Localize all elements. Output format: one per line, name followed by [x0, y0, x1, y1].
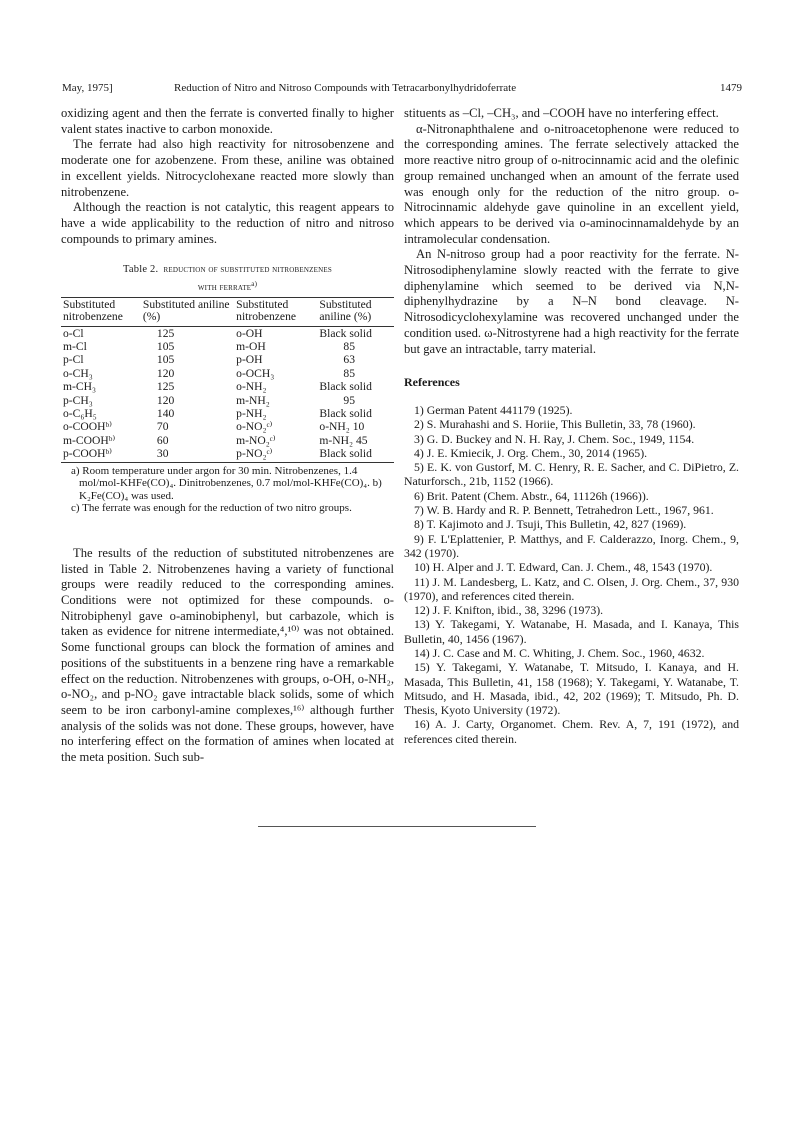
reference-item: 4) J. E. Kmiecik, J. Org. Chem., 30, 2014 (1965). — [414, 445, 648, 460]
column-header: Substituted nitrobenzene — [234, 297, 317, 326]
table-cell: 85 — [343, 339, 355, 353]
table-cell: 120 — [156, 366, 175, 380]
left-column — [61, 106, 394, 766]
table-caption — [61, 263, 394, 295]
table-cell: Black solid — [319, 406, 372, 420]
table-cell: o-CH₃ — [63, 366, 93, 380]
table-cell: 105 — [156, 353, 175, 367]
column-header: Substituted aniline (%) — [317, 297, 394, 326]
table-cell: m-NH₂ 45 — [319, 433, 368, 447]
paragraph: stituents as –Cl, –CH₃, and –COOH have no interfering effect. — [404, 106, 719, 120]
table-row — [61, 326, 394, 340]
table-cell: 63 — [343, 353, 355, 367]
issue-date: May, 1975] — [62, 82, 113, 94]
reference-item: 10) H. Alper and J. T. Edward, Can. J. Chem., 48, 1543 (1970). — [414, 560, 713, 575]
table-cell: o-NH₂ — [236, 380, 267, 394]
table-row — [61, 434, 394, 447]
table-cell: 95 — [343, 393, 355, 407]
table-title-mark: a) — [251, 280, 258, 289]
table-cell: p-NO₂ᶜ⁾ — [234, 447, 317, 462]
table-title-line1: reduction of substituted nitrobenzenes — [163, 264, 332, 276]
reference-list — [404, 403, 739, 746]
page-number: 1479 — [720, 82, 742, 94]
table-cell: 125 — [156, 326, 175, 340]
reference-item: 5) E. K. von Gustorf, M. C. Henry, R. E. Sacher, and C. DiPietro, Z. Naturforsch., 21b, 1152 (1966). — [404, 460, 739, 489]
reference-item: 11) J. M. Landesberg, L. Katz, and C. Olsen, J. Org. Chem., 37, 930 (1970), and references cited therein. — [404, 574, 739, 603]
table-cell: p-Cl — [63, 353, 84, 367]
table-footnote: a) Room temperature under argon for 30 min. Nitrobenzenes, 1.4 mol/mol-KHFe(CO)₄. Dinitrobenzenes, 0.7 mol/mol-KHFe(CO)₄. b) K₂Fe(CO)₄ was used. — [71, 464, 382, 502]
table-cell: p-COOHᵇ⁾ — [61, 447, 141, 462]
paragraph: Although the reaction is not catalytic, this reagent appears to have a wide applicability to the reduction of nitro and nitroso compounds to primary amines. — [61, 200, 394, 246]
references-heading: References — [404, 375, 460, 390]
table-row — [61, 380, 394, 393]
table-title-line2: with ferrate — [197, 282, 252, 294]
reduction-table — [61, 297, 394, 463]
paragraph: The ferrate had also high reactivity for nitrosobenzene and moderate one for azobenzene. From these, aniline was obtained in excellent yields. Nitrocyclohexane reacted more slowly than nitrobenzene. — [61, 137, 394, 199]
table-cell: Black solid — [317, 447, 394, 462]
reference-item: 14) J. C. Case and M. C. Whiting, J. Chem. Soc., 1960, 4632. — [414, 646, 705, 660]
paragraph: oxidizing agent and then the ferrate is converted finally to higher valent states inactive to carbon monoxide. — [61, 106, 394, 136]
table-cell: 140 — [156, 406, 175, 420]
table-cell: m-NO₂ᶜ⁾ — [236, 433, 276, 447]
paragraph: α-Nitronaphthalene and o-nitroacetophenone were reduced to the corresponding amines. The ferrate selectively attacked the more reactive nitro group of o-nitrocinnamic acid and the olefinic group remained unchanged when an amount of the ferrate used was enough only for the reduction of the nitro group. o-Nitrocinnamic aldehyde gave quinoline in an excellent yield, which appears to be derived via o-aminocinnamaldehyde by an intramolecular condensation. — [404, 121, 739, 246]
table-cell: o-C₆H₅ — [63, 406, 97, 420]
table-cell: m-CH₃ — [63, 380, 97, 394]
table-row — [61, 367, 394, 380]
table-label: Table 2. — [123, 264, 159, 276]
reference-item: 3) G. D. Buckey and N. H. Ray, J. Chem. Soc., 1949, 1154. — [414, 431, 695, 446]
reference-item: 7) W. B. Hardy and R. P. Bennett, Tetrahedron Lett., 1967, 961. — [414, 503, 714, 518]
reference-item: 6) Brit. Patent (Chem. Abstr., 64, 11126h (1966)). — [414, 488, 649, 503]
table-cell: o-COOHᵇ⁾ — [63, 420, 112, 434]
table-cell: m-Cl — [63, 339, 87, 353]
reference-item: 13) Y. Takegami, Y. Watanabe, H. Masada, and I. Kanaya, This Bulletin, 40, 1456 (1967). — [404, 617, 739, 646]
table-cell: o-NH₂ 10 — [319, 420, 365, 434]
table-cell: o-NO₂ᶜ⁾ — [236, 420, 273, 434]
table-cell: 85 — [343, 366, 355, 380]
table-row — [61, 447, 394, 462]
paragraph: The results of the reduction of substituted nitrobenzenes are listed in Table 2. Nitrobenzenes having a variety of functional groups were readily reduced to the corresponding amines. Conditions were not optimized for these compounds. o-Nitrobiphenyl gave o-aminobiphenyl, but carbazole, which is taken as evidence for nitrene intermediate,⁴,¹⁰⁾ was not obtained. Some functional groups can block the formation of amines and positions of the substituents in a benzene ring have a remarkable effect on the reduction. Nitrobenzenes with groups, o-OH, o-NH₂, o-NO₂, and p-NO₂ gave intractable black solids, some of which seem to be iron carbonyl-amine complexes,¹⁶⁾ although further analysis of the solids was not done. These groups, however, have no interfering effect on the formation of amines when located at the meta position. Such sub- — [61, 545, 394, 765]
table-cell: p-OH — [236, 353, 263, 367]
table-cell: m-COOHᵇ⁾ — [63, 433, 116, 447]
table-cell: Black solid — [319, 380, 372, 394]
table-footnote: c) The ferrate was enough for the reduction of two nitro groups. — [71, 502, 352, 515]
running-header — [62, 80, 742, 96]
table-row — [61, 394, 394, 407]
table-row — [61, 340, 394, 353]
table-cell: Black solid — [319, 326, 372, 340]
table-cell: p-CH₃ — [63, 393, 93, 407]
table-cell: 70 — [156, 420, 169, 434]
table-cell: p-NH₂ — [236, 406, 267, 420]
right-column — [404, 106, 739, 746]
table-cell: o-OH — [236, 326, 263, 340]
reference-item: 9) F. L'Eplattenier, P. Matthys, and F. Calderazzo, Inorg. Chem., 9, 342 (1970). — [404, 531, 739, 560]
column-header: Substituted aniline (%) — [141, 297, 234, 326]
table-cell: o-OCH₃ — [236, 366, 275, 380]
table-footnotes — [61, 465, 394, 515]
table-row — [61, 353, 394, 366]
reference-item: 8) T. Kajimoto and J. Tsuji, This Bulletin, 42, 827 (1969). — [414, 517, 687, 532]
table-row — [61, 407, 394, 420]
end-rule — [258, 826, 536, 827]
reference-item: 15) Y. Takegami, Y. Watanabe, T. Mitsudo, I. Kanaya, and H. Masada, This Bulletin, 41, 158 (1968); Y. Takegami, Y. Watanabe, T. Mitsudo, and H. Masada, ibid., 42, 202 (1969); T. Mitsudo, Ph. D. Thesis, Kyoto University (1972). — [404, 660, 739, 718]
table-cell: o-Cl — [63, 326, 84, 340]
reference-item: 16) A. J. Carty, Organomet. Chem. Rev. A, 7, 191 (1972), and references cited therein. — [404, 717, 739, 746]
reference-item: 12) J. F. Knifton, ibid., 38, 3296 (1973). — [414, 603, 604, 618]
table-cell: m-OH — [236, 339, 266, 353]
table-row — [61, 420, 394, 433]
reference-item: 2) S. Murahashi and S. Horiie, This Bulletin, 33, 78 (1960). — [414, 417, 696, 432]
table-cell: 30 — [141, 447, 234, 462]
table-cell: 120 — [156, 393, 175, 407]
running-title: Reduction of Nitro and Nitroso Compounds with Tetracarbonylhydridoferrate — [174, 82, 517, 94]
column-header: Substituted nitrobenzene — [61, 297, 141, 326]
table-cell: m-NH₂ — [236, 393, 270, 407]
table-cell: 60 — [156, 433, 169, 447]
reference-item: 1) German Patent 441179 (1925). — [414, 402, 573, 417]
paragraph: An N-nitroso group had a poor reactivity for the ferrate. N-Nitrosodiphenylamine slowly reacted with the ferrate to give diphenylamine which seemed to be derived via N,N-diphenylhydrazine by a N–N bond cleavage. N-Nitrosodicyclohexylamine was recovered unchanged under the condition used. ω-Nitrostyrene had a high reactivity for the ferrate but gave an intractable, tarry material. — [404, 247, 739, 356]
table-cell: 125 — [156, 380, 175, 394]
table-cell: 105 — [156, 339, 175, 353]
